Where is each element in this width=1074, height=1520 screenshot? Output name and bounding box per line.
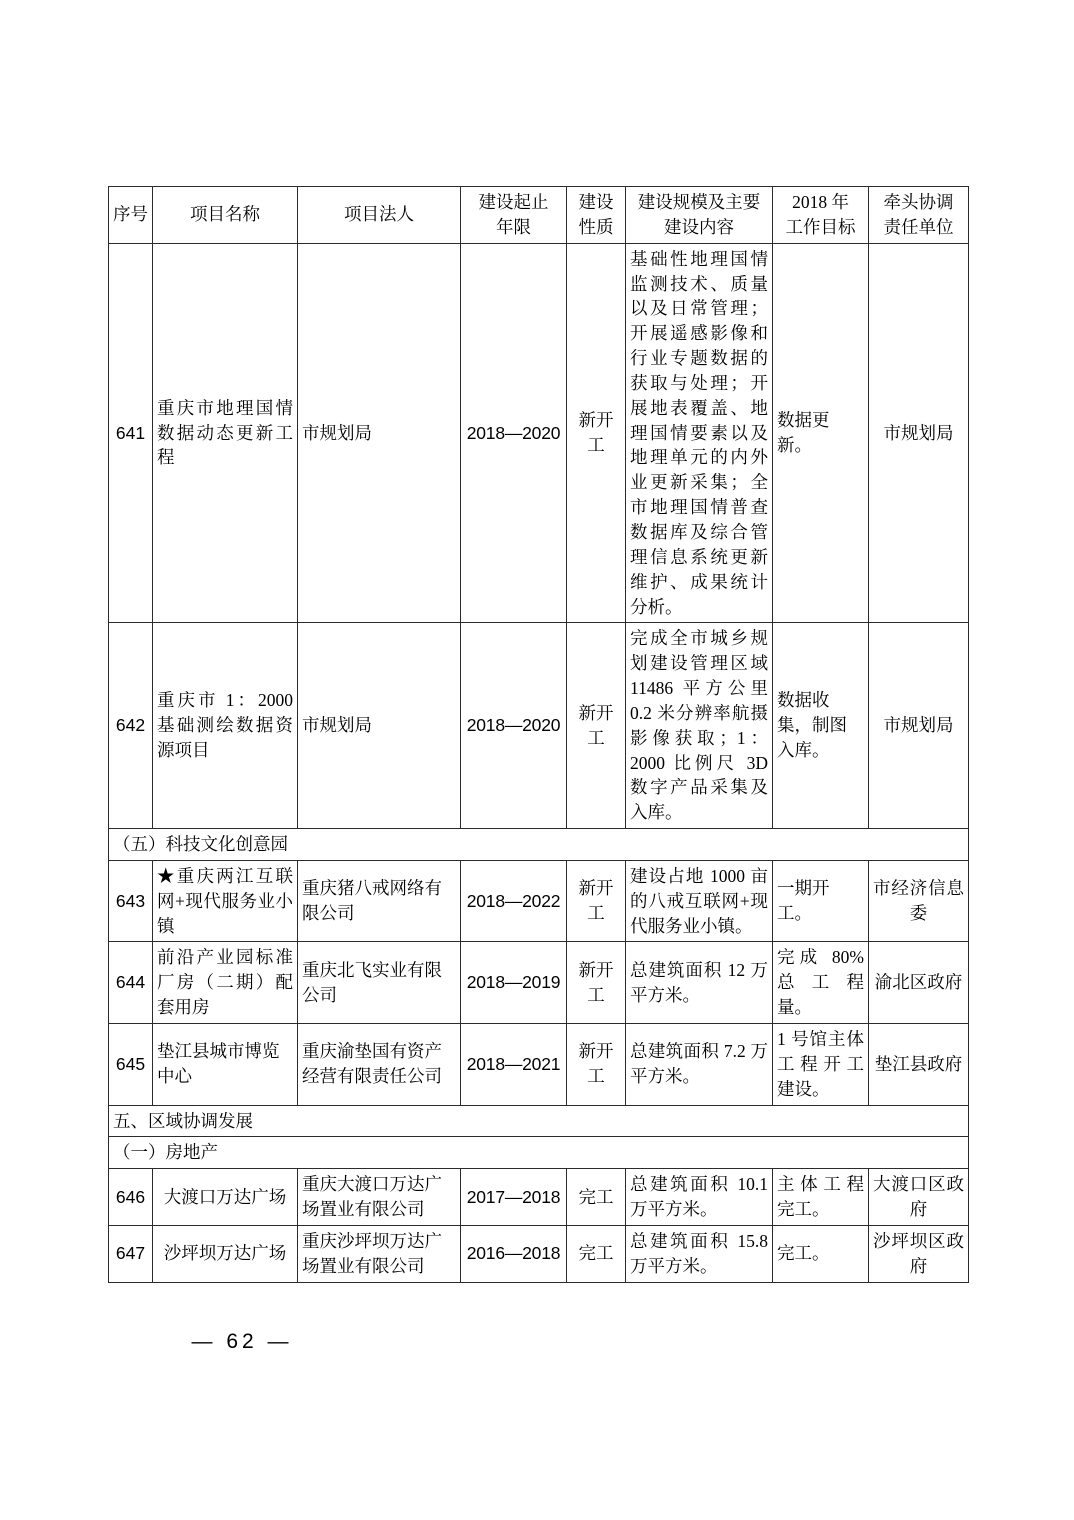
cell-scope: 基础性地理国情监测技术、质量以及日常管理；开展遥感影像和行业专题数据的获取与处理；开展地表覆盖、地理国情要素以及地理单元的内外业更新采集；全市地理国情普查数据库及综合管理信息系统更新维护、成果统计分析。 xyxy=(626,243,773,623)
cell-project-name: 沙坪坝万达广场 xyxy=(153,1225,298,1282)
cell-project-name: 前沿产业园标准厂房（二期）配套用房 xyxy=(153,942,298,1024)
header-line: 工作目标 xyxy=(785,216,856,237)
cell-no: 641 xyxy=(109,243,153,623)
cell-nature: 新开工 xyxy=(567,1024,626,1106)
cell-project-name: 垫江县城市博览中心 xyxy=(153,1024,298,1106)
cell-unit: 市经济信息委 xyxy=(869,860,969,942)
page-number: — 62 — xyxy=(191,1330,293,1353)
column-header-unit xyxy=(869,187,969,244)
cell-no: 644 xyxy=(109,942,153,1024)
column-header-nature xyxy=(567,187,626,244)
cell-scope: 总建筑面积 15.8 万平方米。 xyxy=(626,1225,773,1282)
cell-nature: 新开工 xyxy=(567,243,626,623)
table-row xyxy=(109,1225,969,1282)
table-row xyxy=(109,1024,969,1106)
cell-legal-entity: 重庆猪八戒网络有限公司 xyxy=(298,860,461,942)
table-section-row xyxy=(109,1105,969,1137)
table-row xyxy=(109,623,969,829)
table-row xyxy=(109,1169,969,1226)
cell-legal-entity: 市规划局 xyxy=(298,243,461,623)
cell-project-name: 重庆市 1：2000 基础测绘数据资源项目 xyxy=(153,623,298,829)
cell-unit: 市规划局 xyxy=(869,623,969,829)
cell-goal: 完工。 xyxy=(773,1225,869,1282)
cell-goal: 主体工程完工。 xyxy=(773,1169,869,1226)
cell-unit: 渝北区政府 xyxy=(869,942,969,1024)
column-header-name xyxy=(153,187,298,244)
cell-unit: 市规划局 xyxy=(869,243,969,623)
cell-nature: 完工 xyxy=(567,1225,626,1282)
column-header-legal-entity xyxy=(298,187,461,244)
cell-goal: 数据收集，制图入库。 xyxy=(773,623,869,829)
cell-project-name: 重庆市地理国情数据动态更新工程 xyxy=(153,243,298,623)
cell-unit: 大渡口区政府 xyxy=(869,1169,969,1226)
cell-no: 645 xyxy=(109,1024,153,1106)
cell-no: 642 xyxy=(109,623,153,829)
cell-goal: 1 号馆主体工程开工建设。 xyxy=(773,1024,869,1106)
cell-years: 2018—2019 xyxy=(461,942,567,1024)
header-line: 性质 xyxy=(578,216,614,237)
header-line: 年限 xyxy=(496,216,531,237)
cell-nature: 完工 xyxy=(567,1169,626,1226)
cell-legal-entity: 市规划局 xyxy=(298,623,461,829)
cell-nature: 新开工 xyxy=(567,623,626,829)
cell-goal: 数据更新。 xyxy=(773,243,869,623)
cell-years: 2018—2020 xyxy=(461,623,567,829)
column-header-no xyxy=(109,187,153,244)
cell-goal: 一期开工。 xyxy=(773,860,869,942)
table-section-row xyxy=(109,829,969,861)
cell-no: 643 xyxy=(109,860,153,942)
cell-years: 2018—2022 xyxy=(461,860,567,942)
cell-scope: 总建筑面积 10.1 万平方米。 xyxy=(626,1169,773,1226)
cell-goal: 完成 80%总工程量。 xyxy=(773,942,869,1024)
table-row xyxy=(109,942,969,1024)
header-line: 2018 年 xyxy=(792,192,849,212)
cell-years: 2018—2021 xyxy=(461,1024,567,1106)
header-line: 建设规模及主要 xyxy=(637,192,761,212)
page-footer xyxy=(0,1330,1074,1354)
table-header xyxy=(109,187,969,244)
header-line: 建设起止 xyxy=(478,192,549,212)
section-heading: （一）房地产 xyxy=(109,1137,969,1169)
cell-years: 2017—2018 xyxy=(461,1169,567,1226)
project-table xyxy=(108,186,969,1283)
cell-nature: 新开工 xyxy=(567,860,626,942)
header-line: 序号 xyxy=(113,204,148,225)
table-header-row xyxy=(109,187,969,244)
project-table-container xyxy=(108,186,968,1283)
cell-legal-entity: 重庆渝垫国有资产经营有限责任公司 xyxy=(298,1024,461,1106)
cell-project-name: ★重庆两江互联网+现代服务业小镇 xyxy=(153,860,298,942)
cell-legal-entity: 重庆北飞实业有限公司 xyxy=(298,942,461,1024)
column-header-years xyxy=(461,187,567,244)
table-body xyxy=(109,243,969,1282)
header-line: 建设 xyxy=(578,192,614,212)
cell-project-name: 大渡口万达广场 xyxy=(153,1169,298,1226)
cell-legal-entity: 重庆大渡口万达广场置业有限公司 xyxy=(298,1169,461,1226)
cell-scope: 建设占地 1000 亩的八戒互联网+现代服务业小镇。 xyxy=(626,860,773,942)
cell-legal-entity: 重庆沙坪坝万达广场置业有限公司 xyxy=(298,1225,461,1282)
header-line: 项目名称 xyxy=(190,204,260,225)
cell-scope: 总建筑面积 7.2 万平方米。 xyxy=(626,1024,773,1106)
table-row xyxy=(109,243,969,623)
table-row xyxy=(109,860,969,942)
cell-nature: 新开工 xyxy=(567,942,626,1024)
header-line: 责任单位 xyxy=(883,216,954,237)
cell-scope: 完成全市城乡规划建设管理区域 11486 平方公里 0.2 米分辨率航摄影像获取；1：2000 比例尺 3D 数字产品采集及入库。 xyxy=(626,623,773,829)
cell-scope: 总建筑面积 12 万平方米。 xyxy=(626,942,773,1024)
cell-no: 647 xyxy=(109,1225,153,1282)
cell-years: 2016—2018 xyxy=(461,1225,567,1282)
header-line: 牵头协调 xyxy=(883,192,954,212)
column-header-goal xyxy=(773,187,869,244)
cell-no: 646 xyxy=(109,1169,153,1226)
table-section-row xyxy=(109,1137,969,1169)
header-line: 项目法人 xyxy=(344,204,414,225)
header-line: 建设内容 xyxy=(664,216,734,237)
cell-unit: 沙坪坝区政府 xyxy=(869,1225,969,1282)
cell-years: 2018—2020 xyxy=(461,243,567,623)
column-header-scope xyxy=(626,187,773,244)
cell-unit: 垫江县政府 xyxy=(869,1024,969,1106)
section-heading: （五）科技文化创意园 xyxy=(109,829,969,861)
section-heading: 五、区域协调发展 xyxy=(109,1105,969,1137)
